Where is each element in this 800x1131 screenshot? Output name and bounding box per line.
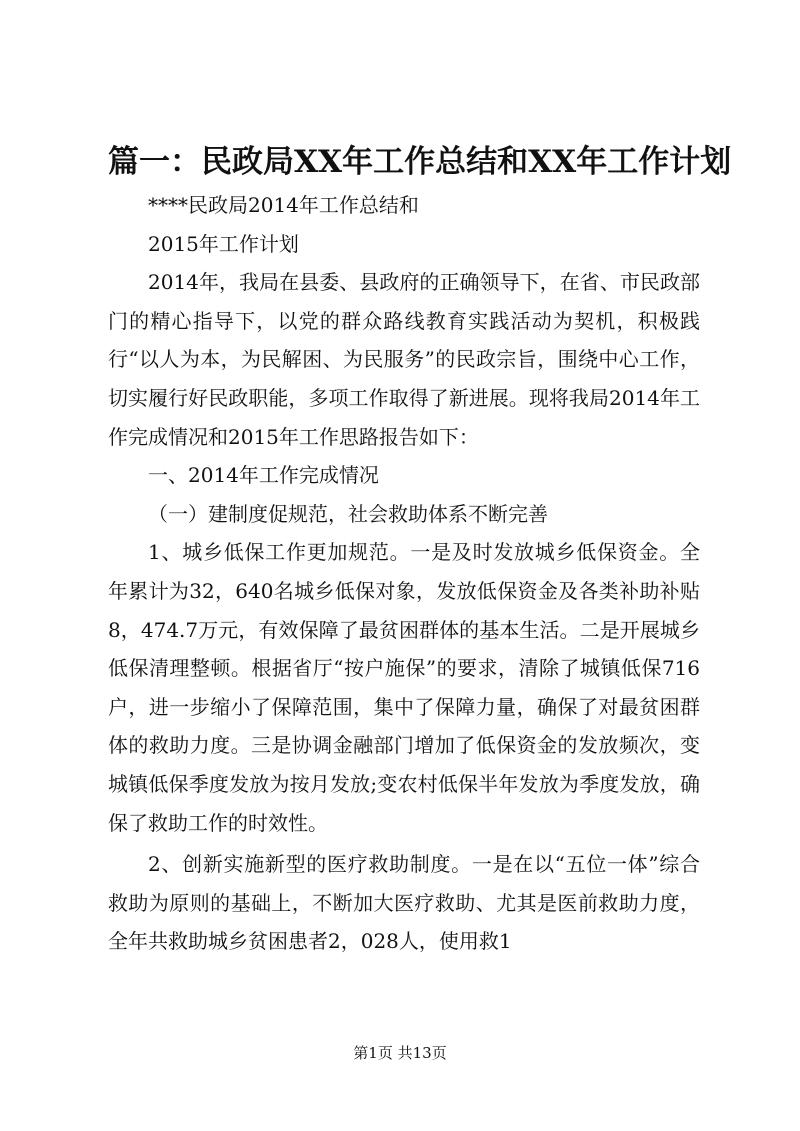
intro-paragraph: 2014年，我局在县委、县政府的正确领导下，在省、市民政部门的精心指导下，以党的群众路线教育实践活动为契机，积极践行“以人为本，为民解困、为民服务”的民政宗旨，围绕中心工作，切实履行好民政职能，多项工作取得了新进展。现将我局2014年工作完成情况和2015年工作思路报告如下： [108,270,700,449]
section-heading: 一、2014年工作完成情况 [148,463,379,488]
page-footer: 第1页 共13页 [353,1044,447,1062]
document-body [108,186,700,961]
subsection-heading: （一）建制度促规范，社会救助体系不断完善 [148,501,548,526]
report-heading-line-2: 2015年工作计划 [148,231,299,256]
document-title: 篇一：民政局XX年工作总结和XX年工作计划 [108,144,732,180]
paragraph-low-income-security: 1、城乡低保工作更加规范。一是及时发放城乡低保资金。全年累计为32，640名城乡低保对象，发放低保资金及各类补助补贴8，474.7万元，有效保障了最贫困群体的基本生活。二是开展城乡低保清理整顿。根据省厅“按户施保”的要求，清除了城镇低保716户，进一步缩小了保障范围，集中了保障力量，确保了对最贫困群体的救助力度。三是协调金融部门增加了低保资金的发放频次，变城镇低保季度发放为按月发放;变农村低保半年发放为季度发放，确保了救助工作的时效性。 [108,540,700,835]
paragraph-medical-assistance: 2、创新实施新型的医疗救助制度。一是在以“五位一体”综合救助为原则的基础上，不断加大医疗救助、尤其是医前救助力度，全年共救助城乡贫困患者2，028人，使用救1 [108,852,700,954]
report-heading-line-1: ****民政局2014年工作总结和 [148,193,419,217]
